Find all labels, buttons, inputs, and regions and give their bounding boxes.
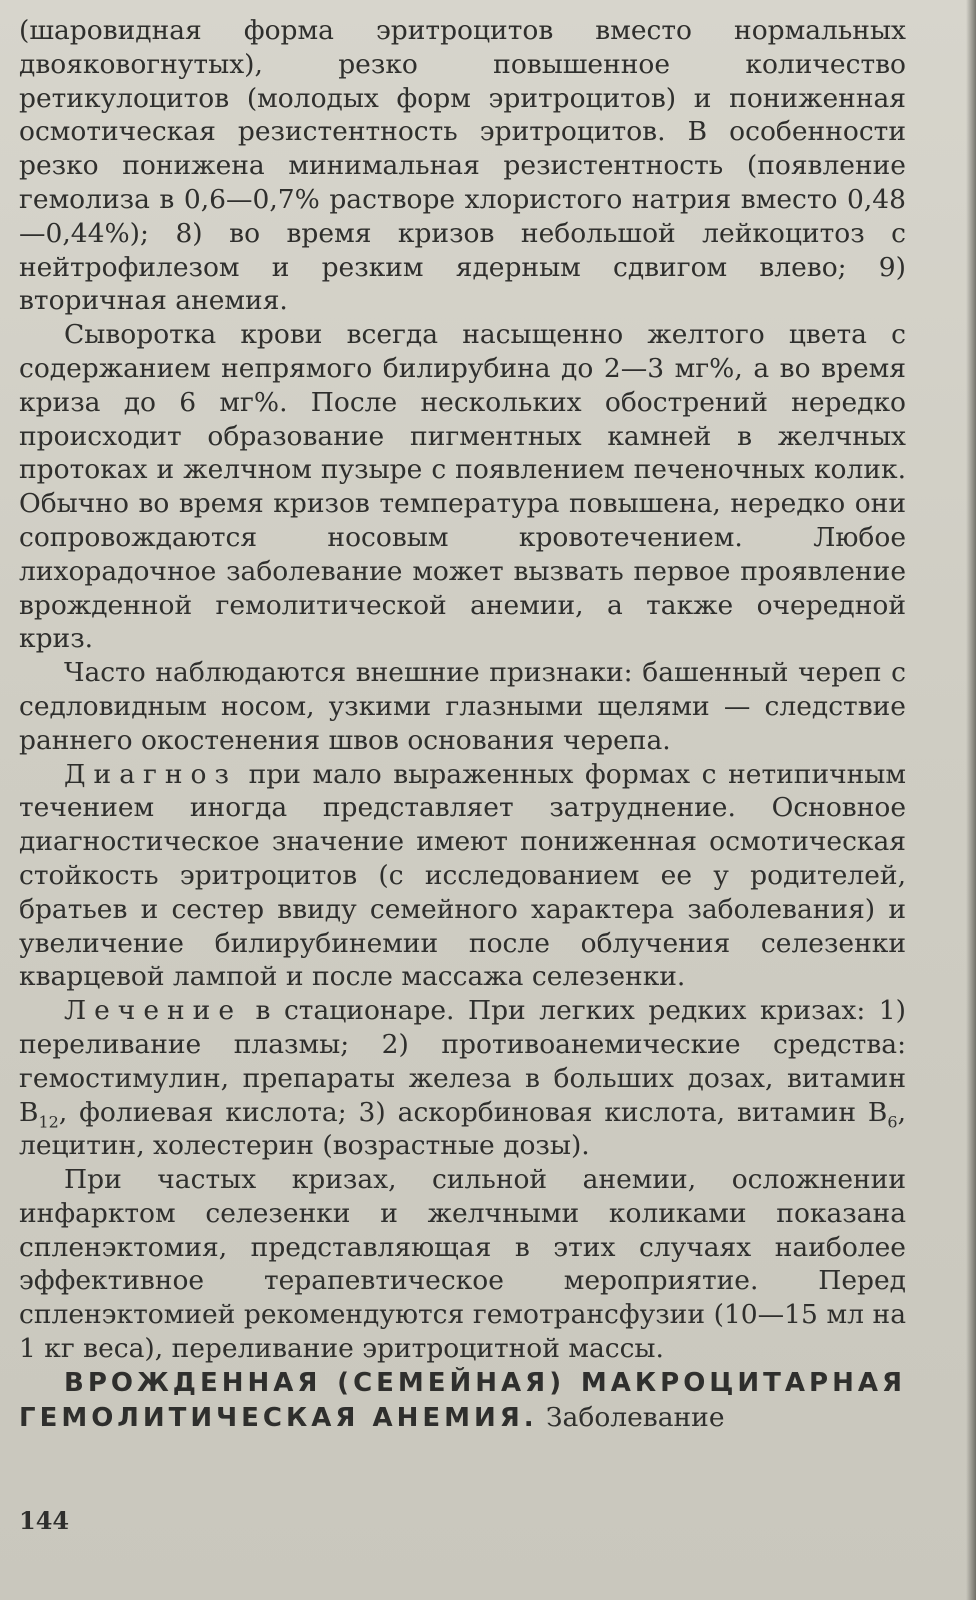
treatment-text-c: , лецитин, холестерин (возрастные дозы). — [19, 1096, 906, 1162]
vitamin-b12-subscript: 12 — [38, 1111, 59, 1131]
vitamin-b6-subscript: 6 — [887, 1111, 898, 1131]
book-spine-shadow — [966, 0, 976, 1600]
paragraph-1: (шаровидная форма эритроцитов вместо нормальных двояковогнутых), резко повышенное количество ретикулоцитов (молодых форм эритроцитов) и пониженная осмотическая резистентность эритроцитов. В особенности резко понижена минимальная резистентность (появление гемолиза в 0,6—0,7% растворе хлористого натрия вместо 0,48—0,44%); 8) во время кризов небольшой лейкоцитоз с нейтрофилезом и резким ядерным сдвигом влево; 9) вторичная анемия. — [19, 15, 906, 317]
section-text: Заболевание — [537, 1401, 725, 1433]
paragraph-6: При частых кризах, сильной анемии, осложнении инфарктом селезенки и желчными коликами показана спленэктомия, представляющая в этих случаях наиболее эффективное терапевтическое мероприятие. Перед спленэктомией рекомендуются гемотрансфузии (10—15 мл на 1 кг веса), переливание эритроцитной массы. — [19, 1164, 906, 1365]
diagnosis-text: при мало выраженных формах с нетипичным течением иногда представляет затруднение. Основное диагностическое значение имеют пониженная осмотическая стойкость эритроцитов (с исследованием ее у родителей, братьев и сестер ввиду семейного характера заболевания) и увеличение билирубинемии после облучения селезенки кварцевой лампой и после массажа селезенки. — [19, 758, 906, 993]
diagnosis-heading: Диагноз — [64, 758, 237, 790]
treatment-heading: Лечение — [64, 995, 243, 1027]
treatment-text-a: в стационаре. При легких редких кризах: 1) переливание плазмы; 2) противоанемические средства: гемостимулин, препараты железа в больших дозах, витамин B — [19, 995, 906, 1128]
page-text — [19, 14, 906, 1435]
paragraph-3: Часто наблюдаются внешние признаки: башенный череп с седловидным носом, узкими глазными щелями — следствие раннего окостенения швов основания черепа. — [19, 657, 906, 756]
page-number: 144 — [19, 1506, 70, 1535]
paragraph-section-start — [19, 1366, 906, 1436]
treatment-text-b: , фолиевая кислота; 3) аскорбиновая кислота, витамин B — [58, 1096, 888, 1128]
paragraph-2: Сыворотка крови всегда насыщенно желтого цвета с содержанием непрямого билирубина до 2—3 мг%, а во время криза до 6 мг%. После нескольких обострений нередко происходит образование пигментных камней в желчных протоках и желчном пузыре с появлением печеночных колик. Обычно во время кризов температура повышена, нередко они сопровождаются носовым кровотечением. Любое лихорадочное заболевание может вызвать первое проявление врожденной гемолитической анемии, а также очередной криз. — [19, 319, 906, 655]
paragraph-diagnosis — [19, 758, 906, 995]
section-title: ВРОЖДЕННАЯ (СЕМЕЙНАЯ) МАКРОЦИТАРНАЯ ГЕМОЛИТИЧЕСКАЯ АНЕМИЯ. — [19, 1367, 906, 1433]
paragraph-treatment — [19, 994, 906, 1163]
